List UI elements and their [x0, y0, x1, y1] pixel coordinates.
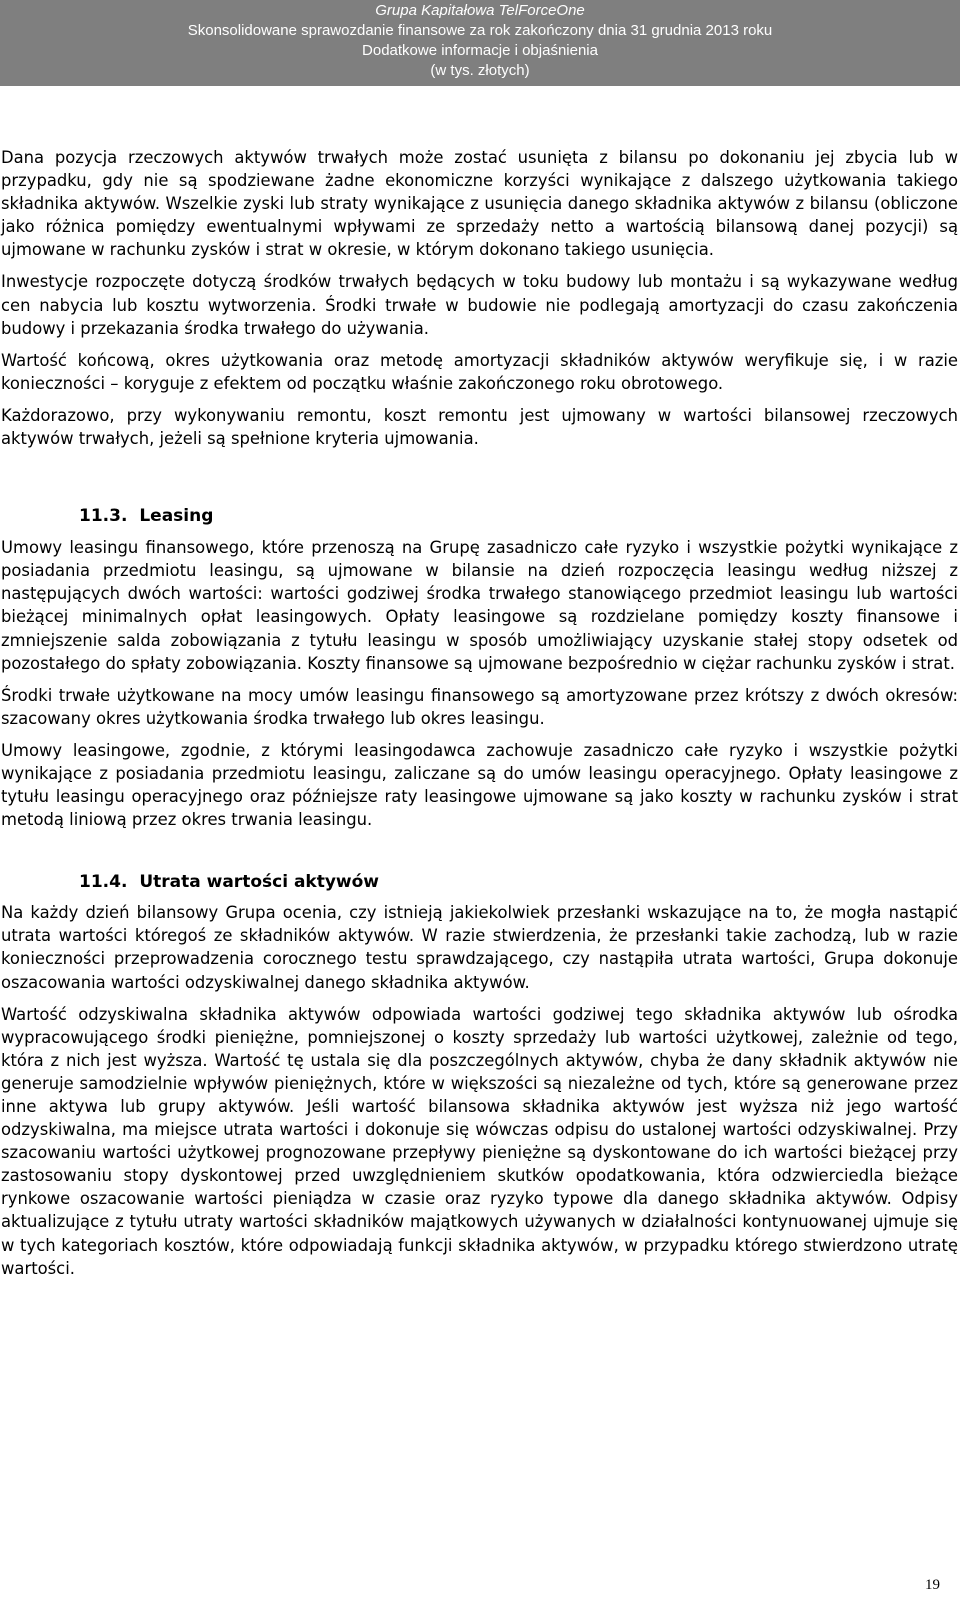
header-currency-note: (w tys. złotych): [430, 62, 530, 79]
section-title: Utrata wartości aktywów: [139, 872, 380, 893]
paragraph-investments-in-progress: Inwestycje rozpoczęte dotyczą środków trwałych będących w toku budowy lub montażu i są wykazywane według cen nabycia lub kosztu wytworzenia. Środki trwałe w budowie nie podlegają amortyzacji do czasu zakończenia budowy i przekazania środka trwałego do używania.: [1, 272, 958, 338]
paragraph-repairs: Każdorazowo, przy wykonywaniu remontu, koszt remontu jest ujmowany w wartości bilansowej rzeczowych aktywów trwałych, jeżeli są spełnione kryteria ujmowania.: [1, 405, 958, 449]
section-heading-leasing: [1, 505, 958, 528]
header-company-title: Grupa Kapitałowa TelForceOne: [375, 2, 585, 19]
header-report-title: Skonsolidowane sprawozdanie finansowe za rok zakończony dnia 31 grudnia 2013 roku: [187, 22, 773, 39]
document-body: [1, 146, 958, 1289]
page-number: 19: [925, 1577, 940, 1593]
section-number: 11.3.: [79, 506, 128, 527]
paragraph-lease-depreciation: Środki trwałe użytkowane na mocy umów leasingu finansowego są amortyzowane przez krótszy z dwóch okresów: szacowany okres użytkowania środka trwałego lub okres leasingu.: [1, 685, 958, 728]
header-section-title: Dodatkowe informacje i objaśnienia: [362, 42, 598, 59]
paragraph-operating-lease: Umowy leasingowe, zgodnie, z którymi leasingodawca zachowuje zasadniczo całe ryzyko i wszystkie pożytki wynikające z posiadania przedmiotu leasingu, zaliczane są do umów leasingu operacyjnego. Opłaty leasingowe z tytułu leasingu operacyjnego oraz późniejsze raty leasingowe ujmowane są jako koszty w rachunku zysków i strat metodą liniową przez okres trwania leasingu.: [1, 740, 958, 830]
paragraph-recoverable-amount: Wartość odzyskiwalna składnika aktywów odpowiada wartości godziwej tego składnika aktywów lub ośrodka wypracowującego środki pieniężne, pomniejszonej o koszty sprzedaży lub wartości użytkowej, zależnie od tego, która z nich jest wyższa. Wartość tę ustala się dla poszczególnych aktywów, chyba że dany składnik aktywów nie generuje samodzielnie wpływów pieniężnych, które w większości są niezależne od tych, które są generowane przez inne aktywa lub grupy aktywów. Jeśli wartość bilansowa składnika aktywów jest wyższa niż jego wartość odzyskiwalna, ma miejsce utrata wartości i dokonuje się wówczas odpisu do ustalonej wartości odzyskiwalnej. Przy szacowaniu wartości użytkowej prognozowane przepływy pieniężne są dyskontowane do ich wartości bieżącej przy zastosowaniu stopy dyskontowej przed uwzględnieniem skutków opodatkowania, która odzwierciedla bieżące rynkowe oszacowanie wartości pieniądza w czasie oraz ryzyko typowe dla danego składnika aktywów. Odpisy aktualizujące z tytułu utraty wartości składników majątkowych używanych w działalności kontynuowanej ujmuje się w tych kategoriach kosztów, które odpowiadają funkcji składnika aktywów, w przypadku którego stwierdzono utratę wartości.: [1, 1004, 958, 1278]
page-header: [0, 0, 960, 86]
section-number: 11.4.: [79, 872, 128, 893]
paragraph-residual-value: Wartość końcową, okres użytkowania oraz metodę amortyzacji składników aktywów weryfikuje się, i w razie konieczności – koryguje z efektem od początku właśnie zakończonego roku obrotowego.: [1, 350, 958, 393]
section-heading-impairment: [1, 871, 958, 894]
paragraph-impairment-assessment: Na każdy dzień bilansowy Grupa ocenia, czy istnieją jakiekolwiek przesłanki wskazujące na to, że mogła nastąpić utrata wartości któregoś ze składników aktywów. W razie stwierdzenia, że przesłanki takie zachodzą, lub w razie konieczności przeprowadzenia corocznego testu sprawdzającego, czy nastąpiła utrata wartości, Grupa dokonuje oszacowania wartości odzyskiwalnej danego składnika aktywów.: [1, 903, 958, 992]
paragraph-derecognition: Dana pozycja rzeczowych aktywów trwałych może zostać usunięta z bilansu po dokonaniu jej zbycia lub w przypadku, gdy nie są spodziewane żadne ekonomiczne korzyści wynikające z dalszego użytkowania takiego składnika aktywów. Wszelkie zyski lub straty wynikające z usunięcia danego składnika aktywów z bilansu (obliczone jako różnica pomiędzy ewentualnymi wpływami ze sprzedaży netto a wartością bilansową danej pozycji) są ujmowane w rachunku zysków i strat w okresie, w którym dokonano takiego usunięcia.: [1, 148, 958, 260]
paragraph-finance-lease: Umowy leasingu finansowego, które przenoszą na Grupę zasadniczo całe ryzyko i wszystkie pożytki wynikające z posiadania przedmiotu leasingu, są ujmowane w bilansie na dzień rozpoczęcia leasingu według niższej z następujących dwóch wartości: wartości godziwej środka trwałego stanowiącego przedmiot leasingu lub wartości bieżącej minimalnych opłat leasingowych. Opłaty leasingowe są rozdzielane pomiędzy koszty finansowe i zmniejszenie salda zobowiązania z tytułu leasingu w sposób umożliwiający uzyskanie stałej stopy odsetek od pozostałego do spłaty zobowiązania. Koszty finansowe są ujmowane bezpośrednio w ciężar rachunku zysków i strat.: [1, 538, 958, 673]
section-title: Leasing: [139, 506, 214, 527]
